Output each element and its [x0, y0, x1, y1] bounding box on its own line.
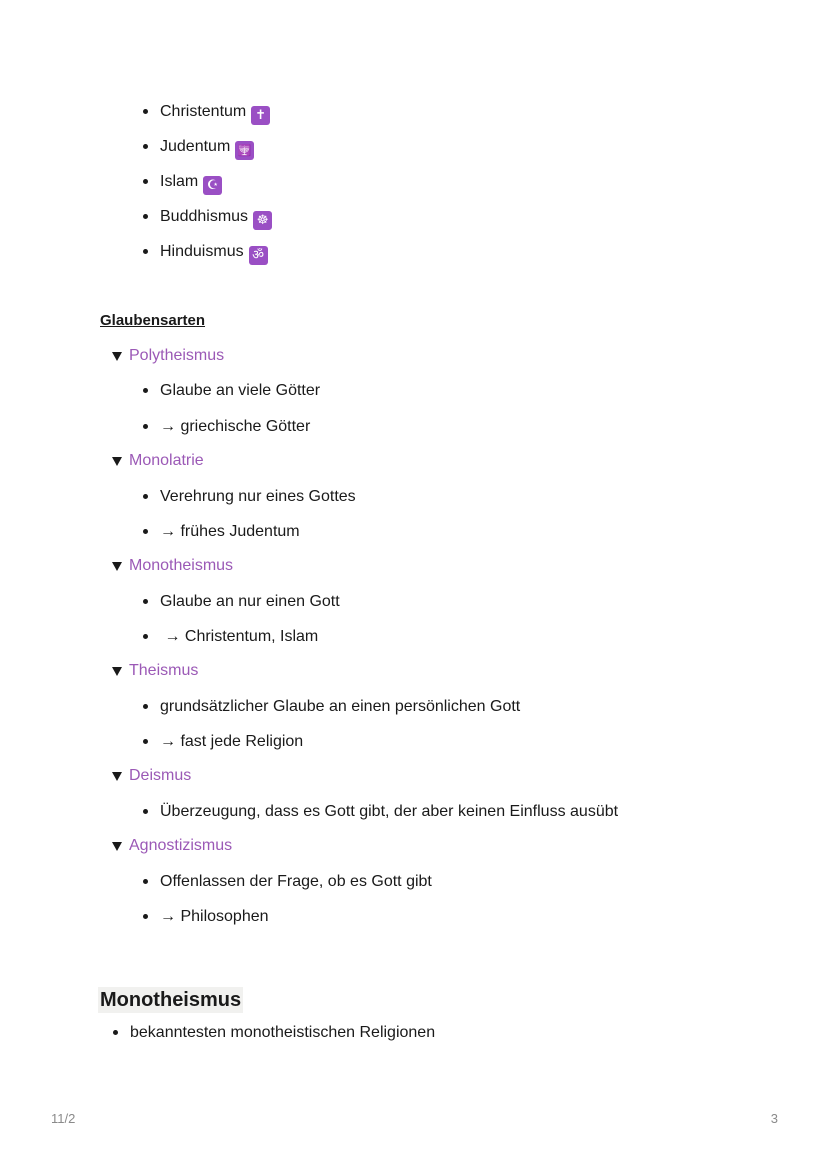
list-item: → Philosophen [160, 908, 269, 925]
bullet [143, 249, 148, 254]
list-item-label: Judentum [160, 138, 231, 155]
list-item-label: Christentum [160, 103, 247, 120]
bullet [143, 914, 148, 919]
om-icon: ॐ [249, 246, 268, 265]
list-item-label: Hinduismus [160, 243, 244, 260]
list-item: → griechische Götter [160, 418, 311, 435]
list-item: bekanntesten monotheistischen Religionen [130, 1024, 436, 1041]
list-item-label: Islam [160, 173, 199, 190]
crescent-icon: ☪ [203, 176, 222, 195]
list-item-label: Buddhismus [160, 208, 249, 225]
list-item: Offenlassen der Frage, ob es Gott gibt [160, 873, 432, 890]
bullet [143, 144, 148, 149]
bullet [143, 424, 148, 429]
list-item: → Christentum, Islam [160, 628, 319, 645]
bullet [143, 599, 148, 604]
list-item: → fast jede Religion [160, 733, 304, 750]
toggle-deismus[interactable]: Deismus [129, 767, 192, 784]
bullet [143, 109, 148, 114]
bullet [143, 529, 148, 534]
bullet [143, 879, 148, 884]
list-item: Glaube an viele Götter [160, 382, 321, 399]
menorah-icon: 🕎 [235, 141, 254, 160]
bullet [143, 388, 148, 393]
toggle-polytheismus[interactable]: Polytheismus [129, 347, 225, 364]
toggle-monotheismus[interactable]: Monotheismus [129, 557, 234, 574]
bullet [143, 809, 148, 814]
bullet [143, 179, 148, 184]
toggle-arrow-icon[interactable] [112, 772, 122, 781]
list-item: Glaube an nur einen Gott [160, 593, 340, 610]
page-heading: Monotheismus [100, 989, 242, 1011]
toggle-arrow-icon[interactable] [112, 667, 122, 676]
list-item-islam [160, 172, 222, 195]
toggle-arrow-icon[interactable] [112, 562, 122, 571]
section-heading: Glaubensarten [100, 312, 206, 329]
bullet [113, 1030, 118, 1035]
bullet [143, 494, 148, 499]
bullet [143, 704, 148, 709]
bullet [143, 214, 148, 219]
bullet [143, 739, 148, 744]
list-item-christentum [160, 102, 270, 125]
list-item: Überzeugung, dass es Gott gibt, der aber keinen Einfluss ausübt [160, 803, 619, 820]
list-item-judentum [160, 137, 254, 160]
latin-cross-icon: ✝ [251, 106, 270, 125]
list-item: Verehrung nur eines Gottes [160, 488, 356, 505]
list-item-hinduismus [160, 242, 268, 265]
toggle-theismus[interactable]: Theismus [129, 662, 199, 679]
toggle-monolatrie[interactable]: Monolatrie [129, 452, 204, 469]
bullet [143, 634, 148, 639]
toggle-arrow-icon[interactable] [112, 352, 122, 361]
toggle-agnostizismus[interactable]: Agnostizismus [129, 837, 233, 854]
toggle-arrow-icon[interactable] [112, 457, 122, 466]
dharma-wheel-icon: ☸ [253, 211, 272, 230]
list-item: grundsätzlicher Glaube an einen persönlichen Gott [160, 698, 521, 715]
list-item-buddhismus [160, 207, 272, 230]
toggle-arrow-icon[interactable] [112, 842, 122, 851]
footer-left: 11/2 [51, 1111, 76, 1126]
list-item: → frühes Judentum [160, 523, 300, 540]
page-number: 3 [770, 1111, 778, 1126]
